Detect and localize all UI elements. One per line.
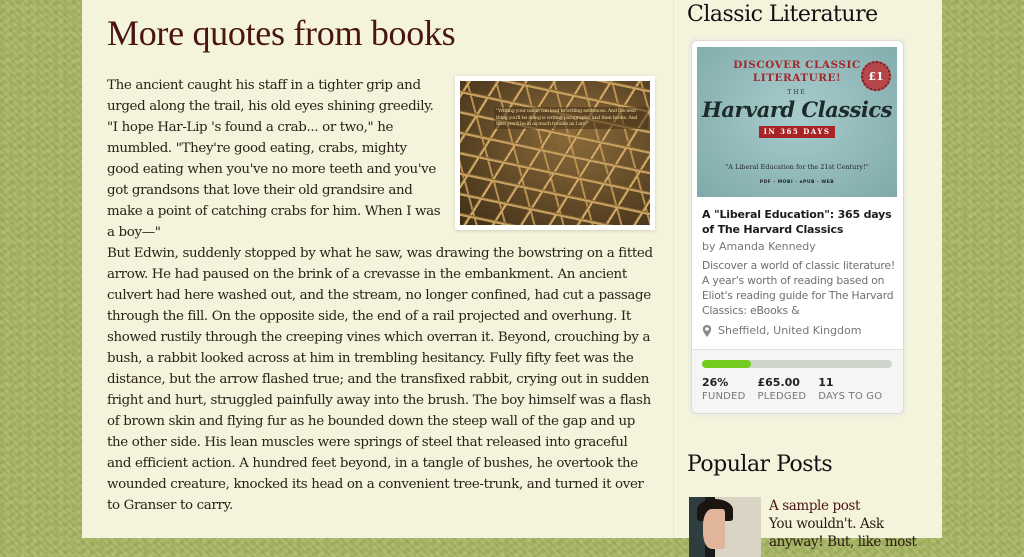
column-divider: [673, 0, 674, 538]
stat-label: PLEDGED: [757, 391, 807, 402]
photo-caption: "Writing your name can lead to writing sentences. And the next thing you'll be doing is writing paragraphs, and then books. And then you'll be in as much trouble as I am!": [494, 107, 648, 129]
stat-days-to-go: [818, 376, 882, 404]
project-card[interactable]: [691, 40, 904, 414]
project-location: [702, 324, 897, 337]
project-title-link[interactable]: A "Liberal Education": 365 days of The Harvard Classics: [702, 208, 892, 236]
image-the: THE: [787, 89, 807, 96]
stat-value: £65.00: [757, 376, 800, 389]
widget-title-classic-literature: Classic Literature: [687, 2, 878, 27]
popular-post-title-link[interactable]: A sample post: [769, 498, 860, 514]
widget-title-popular-posts: Popular Posts: [687, 452, 833, 477]
funding-progress-bar: [702, 360, 892, 368]
card-body: [702, 207, 897, 337]
location-pin-icon: [702, 325, 712, 337]
funding-progress-fill: [702, 360, 751, 368]
post-body: [107, 75, 655, 516]
paragraph: The ancient caught his staff in a tighter grip and urged along the trail, his old eyes shining greedily.: [107, 78, 434, 114]
funding-stats: [702, 376, 894, 404]
post-image[interactable]: [455, 76, 655, 230]
image-tagline: "A Liberal Education for the 21st Century!": [725, 163, 869, 171]
post-title: More quotes from books: [107, 13, 456, 53]
popular-post-text: [769, 497, 929, 551]
card-footer: [692, 349, 903, 413]
price-badge: £1: [861, 61, 891, 91]
page-container: [82, 0, 942, 550]
stat-label: FUNDED: [702, 391, 746, 402]
location-text: Sheffield, United Kingdom: [718, 324, 862, 337]
paragraph: "I hope Har-Lip 's found a crab... or two," he mumbled. "They're good eating, crabs, mighty good eating when you've no more teeth and you've got grandsons that love their old grandsire and make a point of catching crabs for him. When I was a boy—": [107, 120, 441, 240]
project-image[interactable]: [697, 47, 897, 197]
popular-post-snippet: You wouldn't. Ask anyway! But, like most: [769, 516, 917, 550]
image-formats: PDF · MOBI · ePUB · WEB: [759, 180, 835, 185]
stat-value: 26%: [702, 376, 729, 389]
stat-pledged: [757, 376, 806, 404]
stat-label: DAYS TO GO: [818, 391, 883, 402]
project-description: Discover a world of classic literature! A year's worth of reading based on Eliot's reading guide for The Harvard Classics: eBooks &: [702, 259, 895, 317]
image-headline: DISCOVER CLASSIC LITERATURE!: [733, 59, 861, 84]
image-script-title: Harvard Classics: [702, 97, 892, 122]
pencils-photo: [460, 81, 650, 225]
thumbnail-face: [703, 509, 725, 549]
stat-value: 11: [818, 376, 834, 389]
stat-funded: [702, 376, 745, 404]
project-author: by Amanda Kennedy: [702, 240, 816, 253]
image-ribbon: IN 365 DAYS: [759, 126, 835, 138]
popular-post-thumbnail[interactable]: [689, 497, 761, 557]
paragraph: But Edwin, suddenly stopped by what he saw, was drawing the bowstring on a fitted arrow. He had paused on the brink of a crevasse in the embankment. An ancient culvert had here washed out, and the stream, no longer confined, had cut a passage through the fill. On the opposite side, the end of a rail projected and overhung. It showed rustily through the creeping vines which overran it. Beyond, crouching by a bush, a rabbit looked across at him in trembling hesitancy. Fully fifty feet was the distance, but the arrow flashed true; and the transfixed rabbit, crying out in sudden fright and hurt, struggled painfully away into the brush. The boy himself was a flash of brown skin and flying fur as he bounded down the steep wall of the gap and up the other side. His lean muscles were springs of steel that released into graceful and efficient action. A hundred feet beyond, in a tangle of bushes, he overtook the wounded creature, knocked its head on a convenient tree-trunk, and turned it over to Granser to carry.: [107, 246, 653, 513]
